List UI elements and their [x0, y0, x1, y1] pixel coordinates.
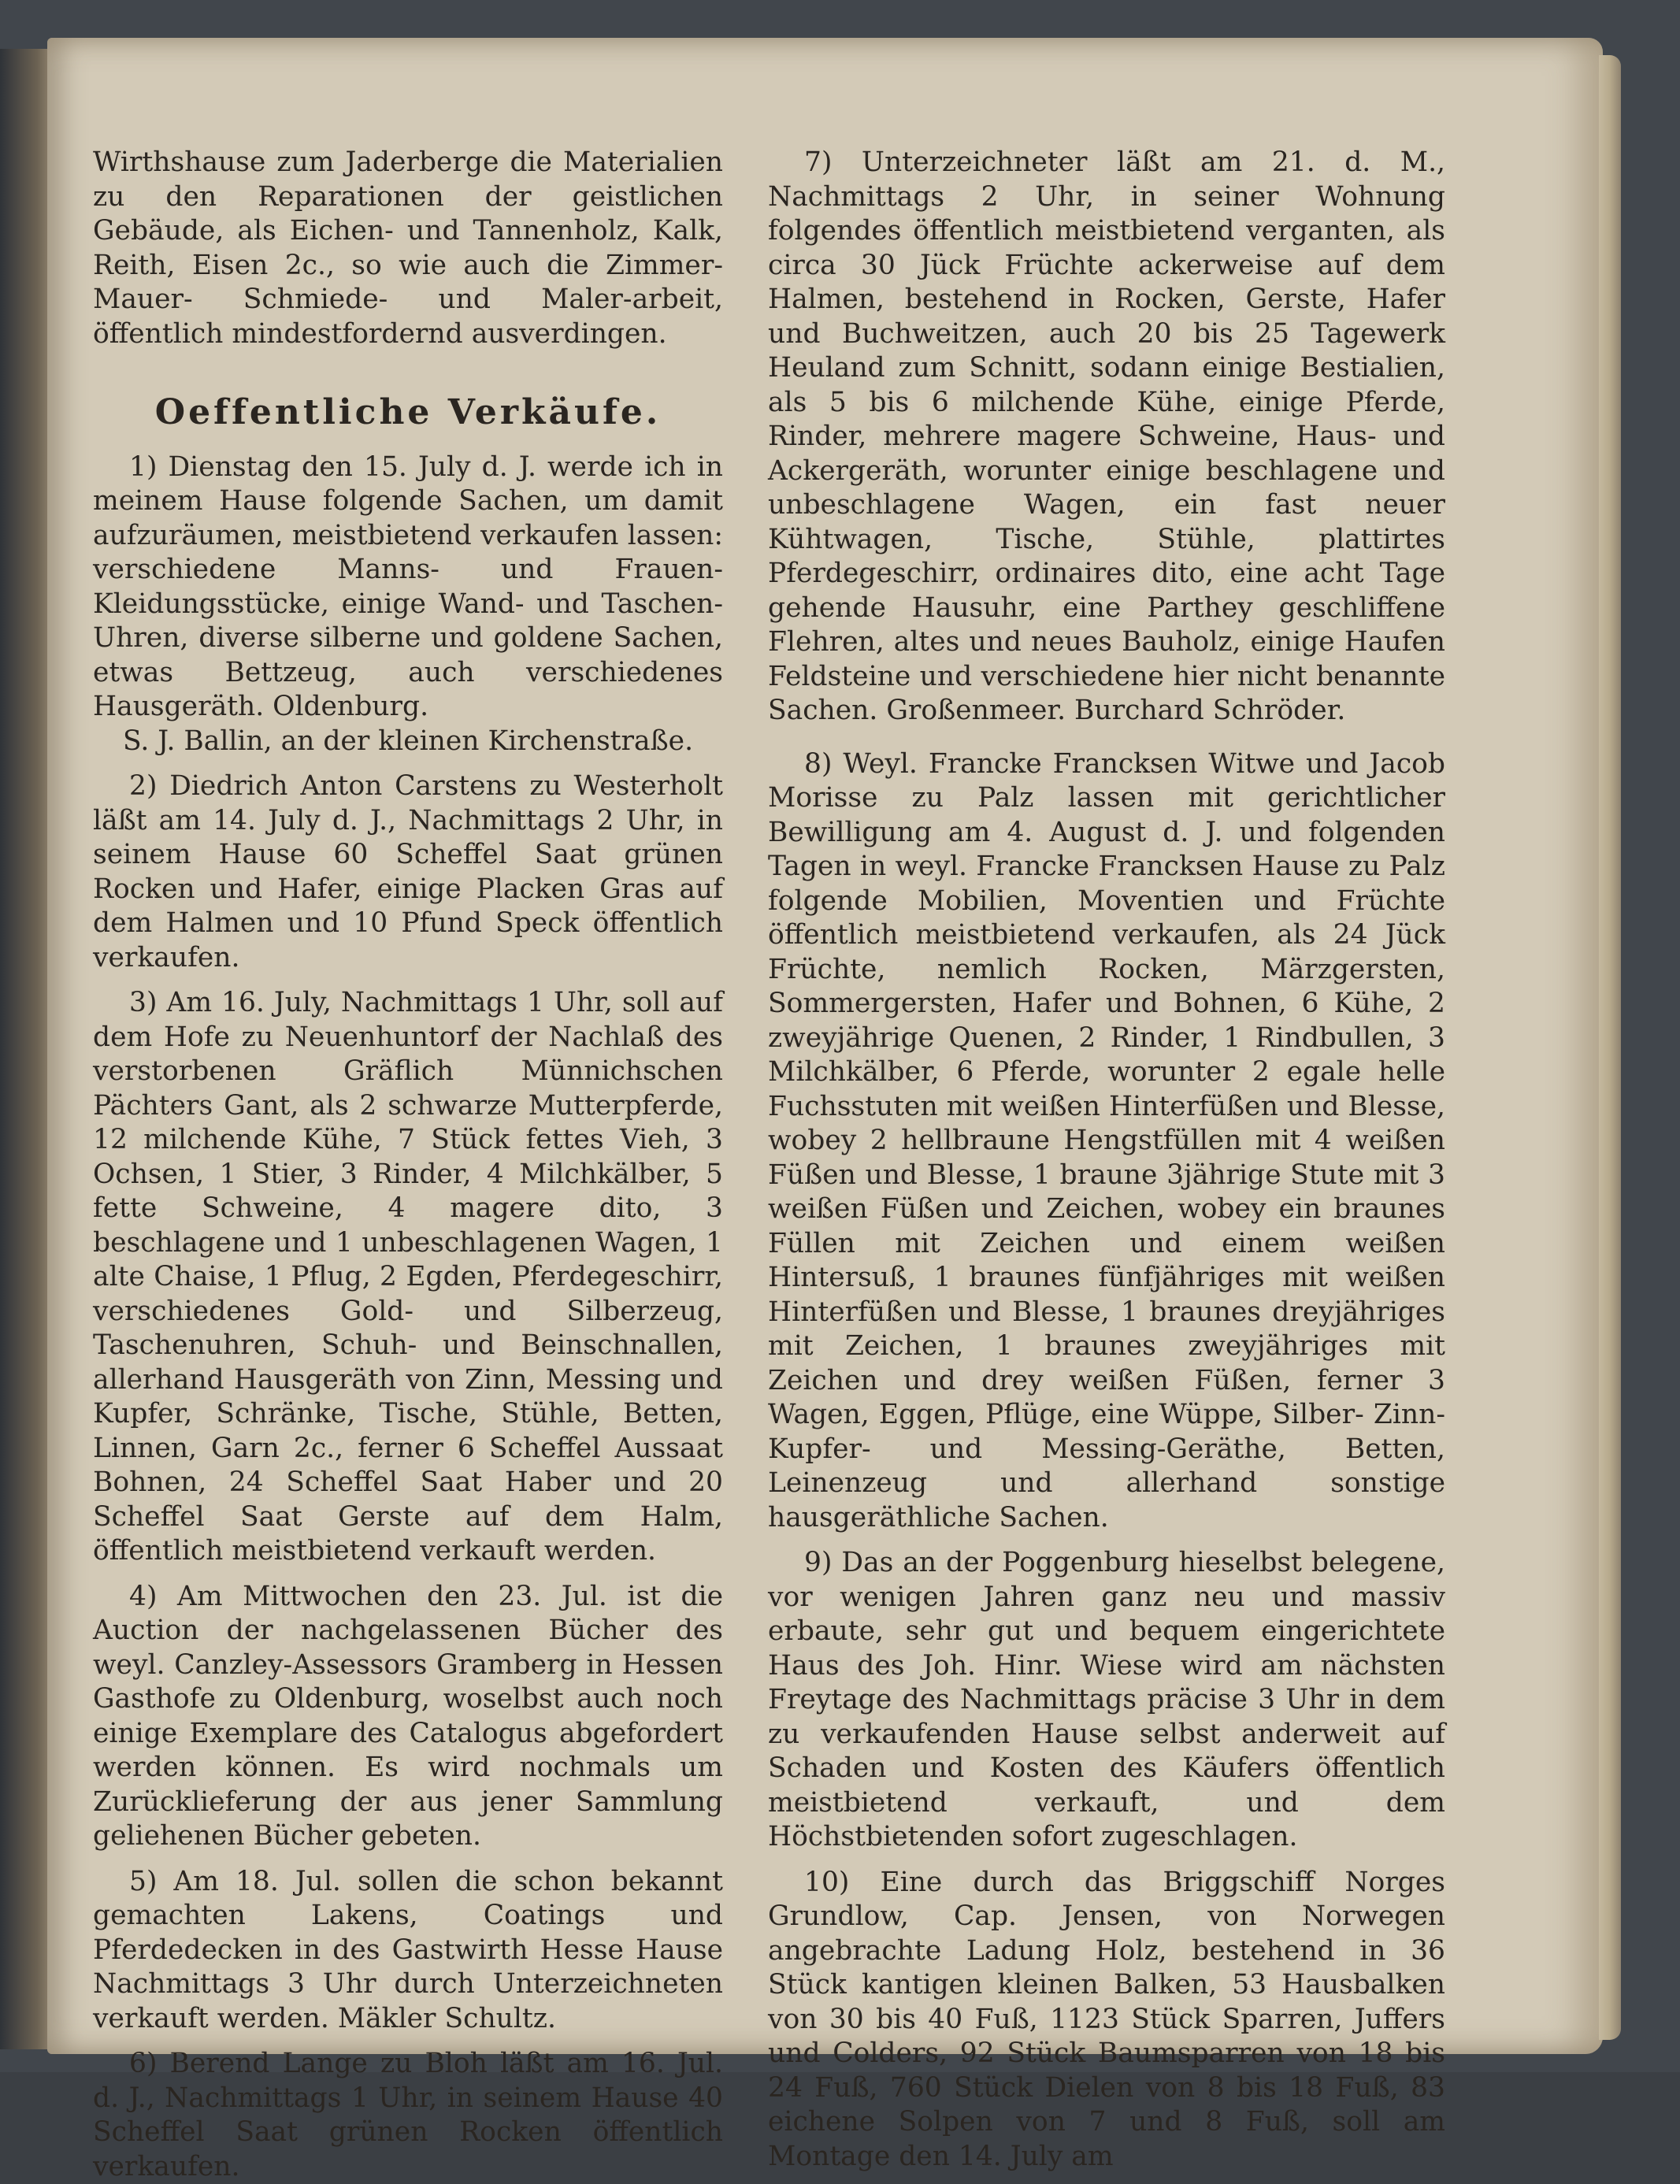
left-column — [93, 146, 723, 2184]
notice-1: 1) Dienstag den 15. July d. J. werde ich in meinem Hause folgende Sachen, um damit aufzuräumen, meistbietend verkaufen lassen: verschiedene Manns- und Frauen-Kleidungsstücke, einige Wand- und Taschen-Uhren, diverse silberne und goldene Sachen, etwas Bettzeug, auch verschiedenes Hausgeräth. Oldenburg. — [93, 451, 723, 722]
notice-3: 3) Am 16. July, Nachmittags 1 Uhr, soll auf dem Hofe zu Neuenhuntorf der Nachlaß des verstorbenen Gräflich Münnichschen Pächters Gant, als 2 schwarze Mutterpferde, 12 milchende Kühe, 7 Stück fettes Vieh, 3 Ochsen, 1 Stier, 3 Rinder, 4 Milchkälber, 5 fette Schweine, 4 magere dito, 3 beschlagene und 1 unbeschlagenen Wagen, 1 alte Chaise, 1 Pflug, 2 Egden, Pferdegeschirr, verschiedenes Gold- und Silberzeug, Taschenuhren, Schuh- und Beinschnallen, allerhand Hausgeräth von Zinn, Messing und Kupfer, Schränke, Tische, Stühle, Betten, Linnen, Garn 2c., ferner 6 Scheffel Aussaat Bohnen, 24 Scheffel Saat Haber und 20 Scheffel Saat Gerste auf dem Halm, öffentlich meistbietend verkauft werden. — [93, 987, 723, 1567]
page-edge — [1599, 55, 1621, 2040]
notice-2: 2) Diedrich Anton Carstens zu Westerholt läßt am 14. July d. J., Nachmittags 2 Uhr, in seinem Hause 60 Scheffel Saat grünen Rocken und Hafer, einige Placken Gras auf dem Halmen und 10 Pfund Speck öffentlich verkaufen. — [93, 770, 723, 973]
right-column — [768, 146, 1445, 2174]
notice-8: 8) Weyl. Francke Francksen Witwe und Jacob Morisse zu Palz lassen mit gerichtlicher Bewilligung am 4. August d. J. und folgenden Tagen in weyl. Francke Francksen Hause zu Palz folgende Mobilien, Moventien und Früchte öffentlich meistbietend verkaufen, als 24 Jück Früchte, nemlich Rocken, Märzgersten, Sommergersten, Hafer und Bohnen, 6 Kühe, 2 zweyjährige Quenen, 2 Rinder, 1 Rindbullen, 3 Milchkälber, 6 Pferde, worunter 2 egale helle Fuchsstuten mit weißen Hinterfüßen und Blesse, wobey 2 hellbraune Hengstfüllen mit 4 weißen Füßen und Blesse, 1 braune 3jährige Stute mit 3 weißen Füßen und Zeichen, wobey ein braunes Füllen mit Zeichen und einem weißen Hintersuß, 1 braunes fünfjähriges mit weißen Hinterfüßen und Blesse, 1 braunes dreyjähriges mit Zeichen, 1 braunes zweyjähriges mit Zeichen und drey weißen Füßen, ferner 3 Wagen, Eggen, Pflüge, eine Wüppe, Silber- Zinn- Kupfer- und Messing-Geräthe, Betten, Leinenzeug und allerhand sonstige hausgeräthliche Sachen. — [768, 747, 1445, 1533]
notice-10: 10) Eine durch das Briggschiff Norges Grundlow, Cap. Jensen, von Norwegen angebrachte Ladung Holz, bestehend in 36 Stück kantigen kleinen Balken, 53 Hausbalken von 30 bis 40 Fuß, 1123 Stück Sparren, Juffers und Colders, 92 Stück Baumsparren von 18 bis 24 Fuß, 760 Stück Dielen von 8 bis 18 Fuß, 83 eichene Solpen von 7 und 8 Fuß, soll am Montage den 14. July am — [768, 1866, 1445, 2172]
notice-1-signature: S. J. Ballin, an der kleinen Kirchenstraße. — [122, 725, 694, 757]
notice-4: 4) Am Mittwochen den 23. Jul. ist die Auction der nachgelassenen Bücher des weyl. Canzley-Assessors Gramberg in Hessen Gasthofe zu Oldenburg, woselbst auch noch einige Exemplare des Catalogus abgefordert werden können. Es wird nochmals um Zurücklieferung der aus jener Sammlung geliehenen Bücher gebeten. — [93, 1580, 723, 1852]
notice-9: 9) Das an der Poggenburg hieselbst belegene, vor wenigen Jahren ganz neu und massiv erbaute, sehr gut und bequem eingerichtete Haus des Joh. Hinr. Wiese wird am nächsten Freytage des Nachmittags präcise 3 Uhr in dem zu verkaufenden Hause selbst anderweit auf Schaden und Kosten des Käufers öffentlich meistbietend verkauft, und dem Höchstbietenden sofort zugeschlagen. — [768, 1547, 1445, 1852]
notice-7: 7) Unterzeichneter läßt am 21. d. M., Nachmittags 2 Uhr, in seiner Wohnung folgendes öffentlich meistbietend verganten, als circa 30 Jück Früchte ackerweise auf dem Halmen, bestehend in Rocken, Gerste, Hafer und Buchweitzen, auch 20 bis 25 Tagewerk Heuland zum Schnitt, sodann einige Bestialien, als 5 bis 6 milchende Kühe, einige Pferde, Rinder, mehrere magere Schweine, Haus- und Ackergeräth, worunter einige beschlagene und unbeschlagene Wagen, ein fast neuer Kühtwagen, Tische, Stühle, plattirtes Pferdegeschirr, ordinaires dito, eine acht Tage gehende Hausuhr, eine Parthey geschliffene Flehren, altes und neues Bauholz, einige Haufen Feldsteine und verschiedene hier nicht benannte Sachen. Großenmeer. Burchard Schröder. — [768, 146, 1445, 726]
notice-6: 6) Berend Lange zu Bloh läßt am 16. Jul. d. J., Nachmittags 1 Uhr, in seinem Hause 40 Scheffel Saat grünen Rocken öffentlich verkaufen. — [93, 2048, 723, 2182]
notice-5: 5) Am 18. Jul. sollen die schon bekannt gemachten Lakens, Coatings und Pferdedecken in des Gastwirth Hesse Hause Nachmittags 3 Uhr durch Unterzeichneten verkauft werden. Mäkler Schultz. — [93, 1865, 723, 2034]
section-heading: Oeffentliche Verkäufe. — [154, 392, 662, 432]
intro-paragraph: Wirthshause zum Jaderberge die Materialien zu den Reparationen der geistlichen Gebäude, als Eichen- und Tannenholz, Kalk, Reith, Eisen 2c., so wie auch die Zimmer- Mauer- Schmiede- und Maler-arbeit, öffentlich mindestfordernd ausverdingen. — [93, 146, 723, 350]
